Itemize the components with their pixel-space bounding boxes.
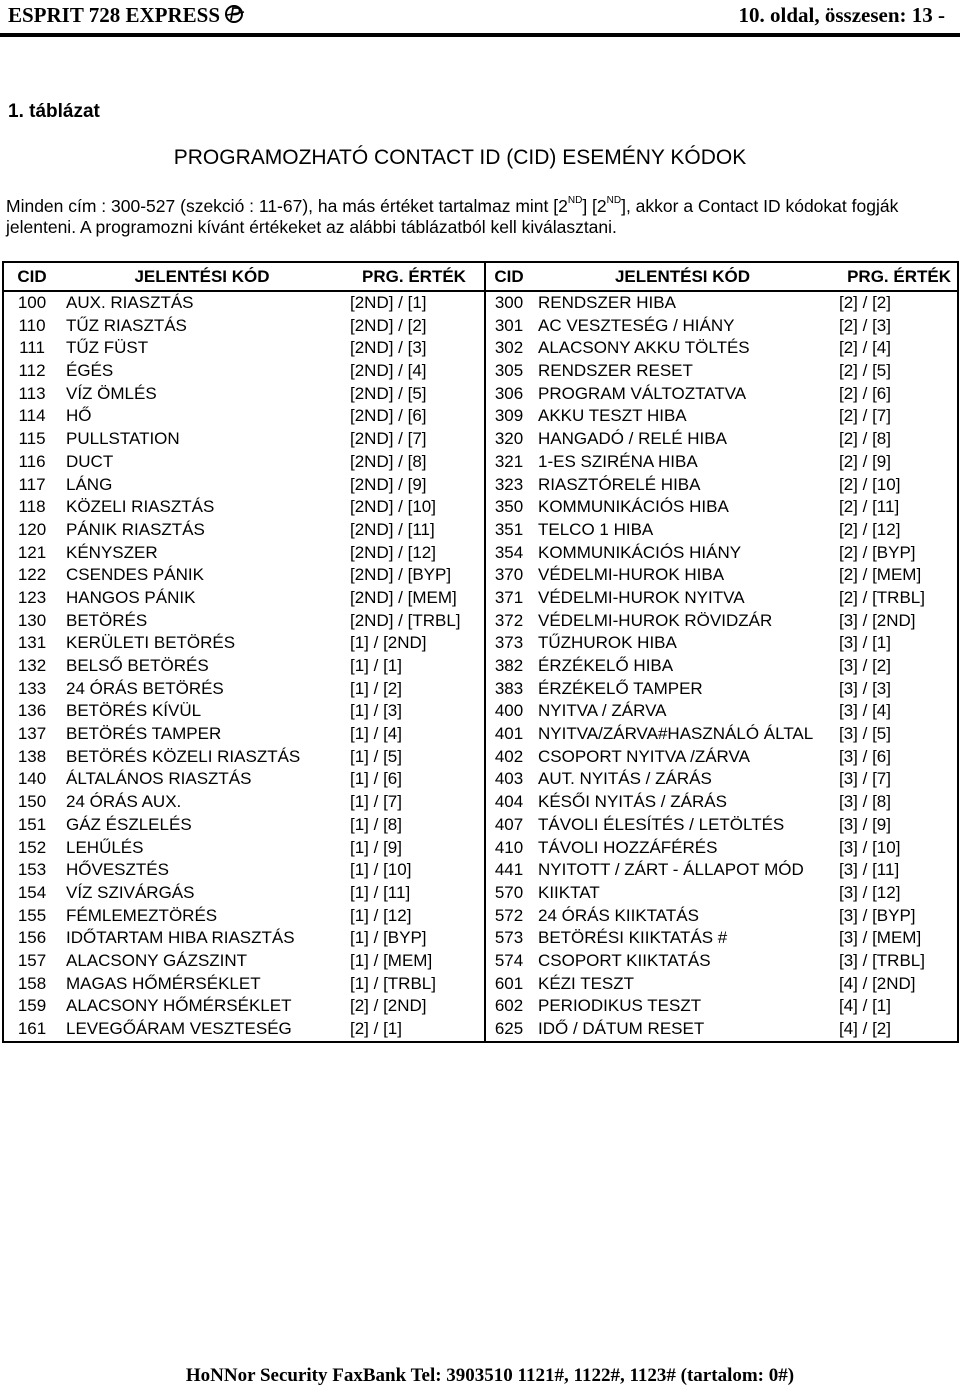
cid-code: 601: [494, 973, 524, 993]
prg-value: [4] / [2ND]: [839, 973, 916, 993]
prg-value: [2] / [4]: [839, 338, 891, 358]
prg-value: [2] / [2]: [839, 293, 891, 312]
paradox-p-logo-icon: [224, 4, 246, 30]
report-code-name: KÉSŐI NYITÁS / ZÁRÁS: [538, 792, 727, 812]
table-row: [3, 882, 958, 905]
cid-code: 155: [17, 905, 47, 925]
report-code-name: ÉGÉS: [66, 361, 114, 381]
report-code-name: HANGADÓ / RELÉ HIBA: [538, 429, 727, 449]
report-code-name: DUCT: [66, 451, 114, 471]
cid-code: 116: [18, 451, 46, 471]
table-row: [3, 542, 958, 565]
page-title: PROGRAMOZHATÓ CONTACT ID (CID) ESEMÉNY KÓDOK: [173, 146, 747, 169]
cid-code: 323: [494, 474, 524, 494]
superscript: ND: [567, 195, 583, 207]
table-row: [3, 973, 958, 996]
product-name: ESPRIT 728 EXPRESS: [8, 3, 221, 27]
prg-value: [2] / [MEM]: [839, 565, 922, 585]
table-row: [3, 678, 958, 701]
prg-value: [2ND] / [1]: [344, 291, 485, 315]
table-row: [3, 791, 958, 814]
cid-code: 570: [494, 882, 524, 902]
cid-code: 161: [17, 1019, 47, 1038]
prg-value: [1] / [6]: [344, 768, 485, 791]
table-row: [3, 746, 958, 769]
prg-value: [1] / [BYP]: [344, 927, 485, 950]
report-code-name: ALACSONY HŐMÉRSÉKLET: [66, 996, 292, 1016]
report-code-name: AKKU TESZT HIBA: [538, 406, 687, 426]
intro-paragraph: [6, 196, 906, 238]
prg-value: [2] / [3]: [839, 315, 891, 335]
report-code-name: BETÖRÉSI KIIKTATÁS #: [538, 928, 728, 948]
report-code-name: HANGOS PÁNIK: [66, 587, 196, 607]
report-code-name: VÍZ ÖMLÉS: [66, 383, 157, 403]
report-code-name: 24 ÓRÁS KIIKTATÁS: [538, 905, 699, 925]
cid-code: 321: [494, 451, 524, 471]
report-code-name: BELSŐ BETÖRÉS: [66, 656, 209, 675]
intro-text: Minden cím : 300-527 (szekció : 11-67), ha más értéket tartalmaz mint [2: [6, 196, 568, 216]
cid-code: 121: [17, 542, 47, 562]
report-code-name: ALACSONY AKKU TÖLTÉS: [538, 338, 750, 358]
prg-value: [2ND] / [12]: [344, 542, 485, 565]
table-row: [3, 859, 958, 882]
report-code-name: VÉDELMI-HUROK NYITVA: [538, 587, 745, 607]
column-header-cid: CID: [3, 262, 60, 291]
prg-value: [3] / [TRBL]: [839, 950, 925, 970]
table-row: [3, 700, 958, 723]
cid-code: 132: [17, 656, 47, 675]
page-info: 10. oldal, összesen: 13 -: [738, 3, 945, 27]
report-code-name: ÉRZÉKELŐ HIBA: [538, 656, 674, 675]
report-code-name: KOMMUNIKÁCIÓS HIBA: [538, 497, 729, 517]
prg-value: [3] / [1]: [839, 633, 891, 653]
report-code-name: TŰZ FÜST: [66, 338, 149, 358]
report-code-name: KOMMUNIKÁCIÓS HIÁNY: [538, 542, 742, 562]
prg-value: [3] / [10]: [839, 837, 901, 857]
prg-value: [2] / [11]: [839, 497, 900, 517]
prg-value: [2ND] / [9]: [344, 474, 485, 497]
report-code-name: KÖZELI RIASZTÁS: [66, 497, 215, 517]
table-row: [3, 519, 958, 542]
prg-value: [2ND] / [7]: [344, 428, 485, 451]
table-row: [3, 564, 958, 587]
cid-code: 382: [494, 656, 524, 675]
report-code-name: CSENDES PÁNIK: [66, 565, 204, 585]
report-code-name: RENDSZER HIBA: [538, 293, 676, 312]
report-code-name: AUX. RIASZTÁS: [66, 293, 194, 312]
cid-code: 441: [494, 860, 524, 880]
product-title: [8, 3, 246, 30]
table-row: [3, 632, 958, 655]
table-row: [3, 496, 958, 519]
table-header-row: [3, 262, 958, 291]
table-row: [3, 360, 958, 383]
prg-value: [3] / [5]: [839, 724, 891, 744]
report-code-name: TÁVOLI ÉLESÍTÉS / LETÖLTÉS: [538, 814, 785, 834]
cid-code: 159: [17, 996, 47, 1016]
prg-value: [2ND] / [11]: [344, 519, 485, 542]
prg-value: [1] / [1]: [344, 655, 485, 678]
cid-code: 403: [494, 769, 524, 789]
cid-code: 151: [17, 814, 47, 834]
prg-value: [3] / [2ND]: [839, 610, 916, 630]
report-code-name: GÁZ ÉSZLELÉS: [66, 814, 192, 834]
cid-code: 122: [17, 565, 47, 585]
report-code-name: ÉRZÉKELŐ TAMPER: [538, 678, 703, 698]
cid-code: 306: [494, 383, 524, 403]
report-code-name: VÉDELMI-HUROK RÖVIDZÁR: [538, 610, 773, 630]
cid-code: 140: [17, 769, 47, 789]
report-code-name: TŰZHUROK HIBA: [538, 633, 677, 653]
column-header-report-code: JELENTÉSI KÓD: [60, 262, 344, 291]
prg-value: [1] / [2ND]: [344, 632, 485, 655]
report-code-name: BETÖRÉS KÖZELI RIASZTÁS: [66, 746, 301, 766]
prg-value: [2ND] / [3]: [344, 337, 485, 360]
report-code-name: BETÖRÉS: [66, 610, 148, 630]
prg-value: [3] / [BYP]: [839, 905, 916, 925]
cid-code: 152: [17, 837, 47, 857]
cid-code: 404: [494, 792, 524, 812]
cid-code: 123: [17, 587, 47, 607]
table-row: [3, 474, 958, 497]
prg-value: [1] / [10]: [344, 859, 485, 882]
report-code-name: LEVEGŐÁRAM VESZTESÉG: [66, 1019, 292, 1038]
cid-code: 373: [494, 633, 524, 653]
prg-value: [1] / [8]: [344, 814, 485, 837]
report-code-name: ALACSONY GÁZSZINT: [66, 950, 248, 970]
report-code-name: TELCO 1 HIBA: [538, 519, 654, 539]
cid-code: 572: [494, 905, 524, 925]
prg-value: [2] / [BYP]: [839, 542, 916, 562]
report-code-name: HŐVESZTÉS: [66, 860, 169, 880]
cid-code: 383: [494, 678, 524, 698]
report-code-name: KÉNYSZER: [66, 542, 158, 562]
prg-value: [2ND] / [5]: [344, 383, 485, 406]
cid-code: 153: [17, 860, 47, 880]
report-code-name: RIASZTÓRELÉ HIBA: [538, 474, 701, 494]
page-header: [0, 0, 960, 36]
cid-code: 320: [494, 429, 524, 449]
prg-value: [3] / [3]: [839, 678, 891, 698]
report-code-name: AC VESZTESÉG / HIÁNY: [538, 315, 735, 335]
prg-value: [4] / [1]: [839, 996, 891, 1016]
cid-code: 130: [17, 610, 47, 630]
report-code-name: IDŐTARTAM HIBA RIASZTÁS: [66, 928, 295, 948]
prg-value: [2] / [2ND]: [344, 995, 485, 1018]
column-header-report-code: JELENTÉSI KÓD: [532, 262, 833, 291]
report-code-name: HŐ: [66, 406, 92, 426]
intro-text: ], akkor a Contact ID kódokat fogják jelenteni. A programozni kívánt értékeket az alábbi táblázatból kell kiválasztani.: [6, 196, 899, 237]
table-row: [3, 291, 958, 315]
cid-code: 372: [494, 610, 524, 630]
footer-text: HoNNor Security FaxBank Tel: 3903510 1121#, 1122#, 1123# (tartalom: 0#): [185, 1365, 795, 1386]
table-row: [3, 995, 958, 1018]
prg-value: [4] / [2]: [839, 1019, 891, 1038]
table-row: [3, 814, 958, 837]
report-code-name: VÉDELMI-HUROK HIBA: [538, 565, 725, 585]
prg-value: [1] / [MEM]: [344, 950, 485, 973]
table-row: [3, 337, 958, 360]
report-code-name: CSOPORT NYITVA /ZÁRVA: [538, 746, 750, 766]
cid-code: 573: [494, 928, 524, 948]
report-code-name: VÍZ SZIVÁRGÁS: [66, 882, 195, 902]
prg-value: [2ND] / [10]: [344, 496, 485, 519]
cid-code: 120: [17, 519, 47, 539]
cid-code: 150: [17, 792, 47, 812]
cid-code: 602: [494, 996, 524, 1016]
report-code-name: LEHŰLÉS: [66, 837, 144, 857]
cid-code: 300: [494, 293, 524, 312]
table-row: [3, 451, 958, 474]
report-code-name: PERIODIKUS TESZT: [538, 996, 702, 1016]
prg-value: [3] / [MEM]: [839, 928, 922, 948]
cid-code: 625: [494, 1019, 524, 1038]
prg-value: [2] / [5]: [839, 361, 891, 381]
prg-value: [2ND] / [2]: [344, 315, 485, 338]
report-code-name: KÉZI TESZT: [538, 973, 635, 993]
cid-code: 111: [19, 338, 45, 358]
prg-value: [2ND] / [8]: [344, 451, 485, 474]
prg-value: [1] / [9]: [344, 837, 485, 860]
intro-text: ] [2: [582, 196, 607, 216]
table-row: [3, 927, 958, 950]
prg-value: [1] / [7]: [344, 791, 485, 814]
prg-value: [2] / [10]: [839, 474, 901, 494]
table-row: [3, 837, 958, 860]
prg-value: [3] / [11]: [839, 860, 900, 880]
table-row: [3, 1018, 958, 1042]
cid-code: 136: [17, 701, 47, 721]
table-row: [3, 405, 958, 428]
prg-value: [1] / [2]: [344, 678, 485, 701]
table-row: [3, 610, 958, 633]
prg-value: [3] / [9]: [839, 814, 891, 834]
table-row: [3, 723, 958, 746]
table-row: [3, 655, 958, 678]
prg-value: [2ND] / [BYP]: [344, 564, 485, 587]
cid-code: 158: [17, 973, 47, 993]
cid-code: 371: [494, 587, 524, 607]
report-code-name: TŰZ RIASZTÁS: [66, 315, 187, 335]
report-code-name: MAGAS HŐMÉRSÉKLET: [66, 973, 261, 993]
cid-code: 309: [494, 406, 524, 426]
report-code-name: NYITVA/ZÁRVA#HASZNÁLÓ ÁLTAL: [538, 724, 814, 744]
cid-code: 402: [494, 746, 524, 766]
report-code-name: IDŐ / DÁTUM RESET: [538, 1019, 705, 1038]
table-row: [3, 587, 958, 610]
prg-value: [2] / [1]: [344, 1018, 485, 1042]
report-code-name: 24 ÓRÁS BETÖRÉS: [66, 678, 224, 698]
report-code-name: KIIKTAT: [538, 882, 600, 902]
report-code-name: FÉMLEMEZTÖRÉS: [66, 905, 218, 925]
prg-value: [3] / [12]: [839, 882, 901, 902]
cid-code: 117: [18, 474, 46, 494]
cid-event-table: [2, 261, 959, 1043]
header-rule: [0, 33, 960, 37]
report-code-name: 1-ES SZIRÉNA HIBA: [538, 451, 698, 471]
cid-code: 118: [18, 497, 46, 517]
report-code-name: AUT. NYITÁS / ZÁRÁS: [538, 769, 712, 789]
report-code-name: NYITOTT / ZÁRT - ÁLLAPOT MÓD: [538, 860, 804, 880]
prg-value: [2] / [9]: [839, 451, 891, 471]
cid-code: 301: [494, 315, 524, 335]
prg-value: [2] / [8]: [839, 429, 891, 449]
table-number: 1. táblázat: [8, 101, 100, 122]
cid-code: 156: [17, 928, 47, 948]
cid-code: 112: [18, 361, 46, 381]
prg-value: [2] / [7]: [839, 406, 891, 426]
prg-value: [2ND] / [4]: [344, 360, 485, 383]
cid-code: 400: [494, 701, 524, 721]
prg-value: [3] / [7]: [839, 769, 891, 789]
cid-code: 370: [494, 565, 524, 585]
prg-value: [1] / [11]: [344, 882, 485, 905]
column-header-prg-value: PRG. ÉRTÉK: [344, 262, 485, 291]
prg-value: [1] / [TRBL]: [344, 973, 485, 996]
prg-value: [1] / [3]: [344, 700, 485, 723]
report-code-name: PROGRAM VÁLTOZTATVA: [538, 383, 747, 403]
column-header-cid: CID: [485, 262, 532, 291]
cid-code: 113: [18, 383, 46, 403]
prg-value: [2ND] / [MEM]: [344, 587, 485, 610]
cid-code: 114: [18, 406, 46, 426]
cid-code: 354: [494, 542, 524, 562]
cid-code: 137: [17, 724, 47, 744]
table-row: [3, 383, 958, 406]
prg-value: [2] / [6]: [839, 383, 891, 403]
prg-value: [2ND] / [6]: [344, 405, 485, 428]
superscript: ND: [606, 195, 622, 207]
report-code-name: BETÖRÉS TAMPER: [66, 724, 222, 744]
page-footer: [0, 1365, 960, 1387]
table-row: [3, 950, 958, 973]
cid-code: 410: [494, 837, 524, 857]
cid-code: 157: [17, 950, 47, 970]
prg-value: [2ND] / [TRBL]: [344, 610, 485, 633]
report-code-name: NYITVA / ZÁRVA: [538, 701, 667, 721]
report-code-name: CSOPORT KIIKTATÁS: [538, 950, 711, 970]
prg-value: [2] / [TRBL]: [839, 587, 925, 607]
cid-code: 302: [494, 338, 524, 358]
table-row: [3, 768, 958, 791]
prg-value: [2] / [12]: [839, 519, 901, 539]
cid-code: 351: [494, 519, 524, 539]
cid-code: 350: [494, 497, 524, 517]
report-code-name: PULLSTATION: [66, 429, 180, 449]
column-header-prg-value: PRG. ÉRTÉK: [833, 262, 958, 291]
report-code-name: TÁVOLI HOZZÁFÉRÉS: [538, 837, 718, 857]
report-code-name: BETÖRÉS KÍVÜL: [66, 701, 202, 721]
table-row: [3, 428, 958, 451]
cid-code: 401: [494, 724, 524, 744]
cid-code: 110: [18, 315, 46, 335]
report-code-name: RENDSZER RESET: [538, 361, 693, 381]
prg-value: [3] / [4]: [839, 701, 891, 721]
cid-code: 154: [17, 882, 47, 902]
prg-value: [1] / [12]: [344, 905, 485, 928]
report-code-name: 24 ÓRÁS AUX.: [66, 792, 182, 812]
prg-value: [3] / [6]: [839, 746, 891, 766]
cid-code: 133: [17, 678, 47, 698]
report-code-name: ÁLTALÁNOS RIASZTÁS: [66, 769, 252, 789]
prg-value: [1] / [5]: [344, 746, 485, 769]
table-row: [3, 905, 958, 928]
prg-value: [1] / [4]: [344, 723, 485, 746]
report-code-name: LÁNG: [66, 474, 113, 494]
cid-code: 305: [494, 361, 524, 381]
cid-code: 574: [494, 950, 524, 970]
cid-code: 115: [18, 429, 46, 449]
cid-code: 100: [17, 293, 47, 312]
report-code-name: PÁNIK RIASZTÁS: [66, 519, 205, 539]
table-row: [3, 315, 958, 338]
prg-value: [3] / [8]: [839, 792, 891, 812]
cid-code: 407: [494, 814, 524, 834]
prg-value: [3] / [2]: [839, 656, 891, 675]
cid-code: 131: [17, 633, 47, 653]
report-code-name: KERÜLETI BETÖRÉS: [66, 633, 236, 653]
cid-code: 138: [17, 746, 47, 766]
